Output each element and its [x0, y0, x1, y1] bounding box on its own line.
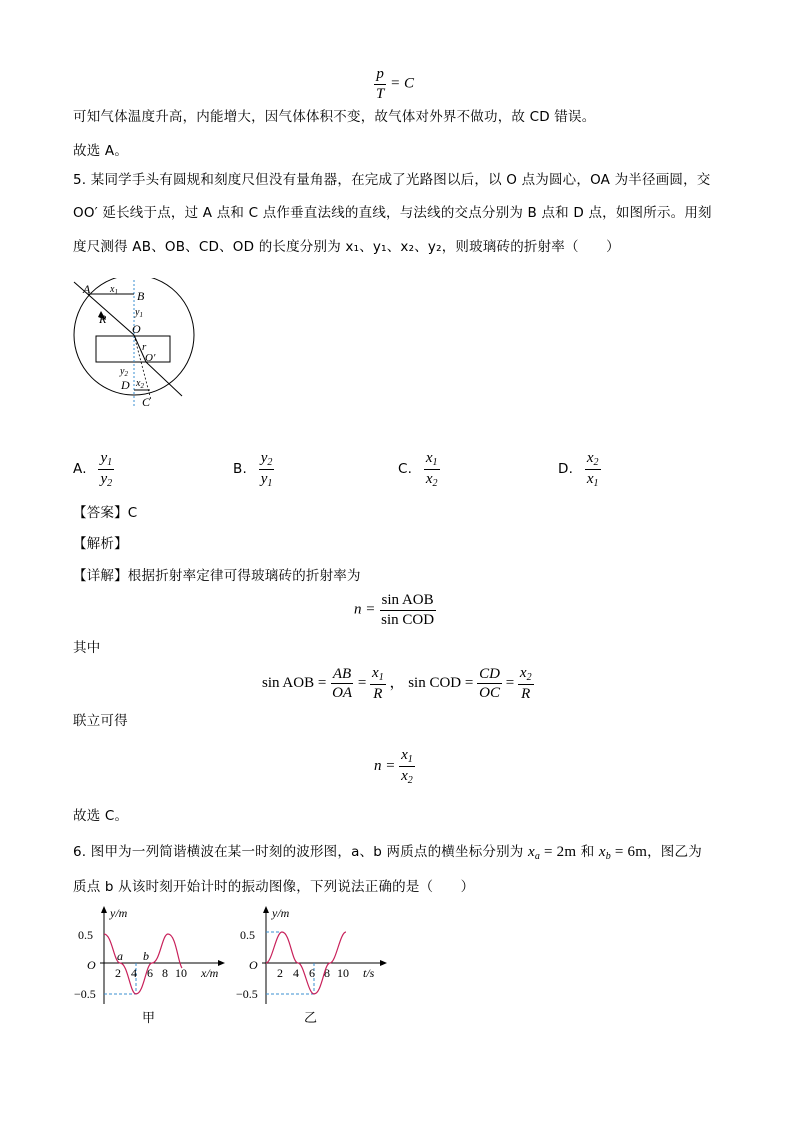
jia-x-label: x/m — [201, 966, 219, 980]
yi-caption: 乙 — [304, 1010, 318, 1025]
q5-analysis-heading: 【解析】 — [73, 536, 128, 552]
svg-text:8: 8 — [162, 966, 168, 980]
yi-y-label: y/m — [272, 906, 290, 920]
formula-p-over-t: $\frac{p}{T}$ = C — [376, 66, 414, 102]
svg-text:4: 4 — [131, 966, 137, 980]
jia-wave-curve — [104, 934, 182, 994]
option-c[interactable]: C. $\frac{x_1}{x_2}$ — [398, 450, 438, 489]
q5-detail: 【详解】根据折射率定律可得玻璃砖的折射率为 — [73, 568, 361, 584]
graph-jia — [70, 904, 230, 1029]
label-a: A — [83, 282, 91, 296]
equation-sines: sin AOB = $\frac{AB}{OA}$ = $\frac{x_1}{R}$ ， sin COD = $\frac{CD}{OC}$ = $\frac{x_2}{R}$ — [262, 665, 532, 702]
yi-xticks — [277, 966, 349, 980]
option-b[interactable]: B. $\frac{y_2}{y_1}$ — [233, 450, 273, 489]
label-c: C — [142, 395, 151, 409]
point-a-label: a — [117, 949, 123, 963]
label-y1: $y_1$ — [135, 307, 143, 319]
yi-ytick-pos: 0.5 — [240, 928, 255, 942]
svg-text:2: 2 — [115, 966, 121, 980]
label-o: O — [132, 322, 141, 336]
jia-origin: O — [87, 958, 96, 972]
svg-text:6: 6 — [147, 966, 153, 980]
q5-optics-diagram — [66, 278, 196, 413]
svg-text:8: 8 — [324, 966, 330, 980]
jia-caption: 甲 — [142, 1010, 156, 1025]
svg-text:10: 10 — [337, 966, 349, 980]
q5-answer: 【答案】C — [73, 505, 138, 521]
graph-yi — [232, 904, 392, 1029]
q5-among: 其中 — [73, 640, 101, 656]
equation-refractive-index: n = $\frac{\text{sin AOB}}{\text{sin COD}}$ — [354, 592, 435, 628]
gas-conclusion-line: 可知气体温度升高，内能增大，因气体体积不变，故气体对外界不做功，故 CD 错误。 — [73, 109, 596, 125]
label-r: R — [99, 312, 107, 326]
label-r-small: r — [142, 341, 147, 353]
jia-y-label: y/m — [110, 906, 128, 920]
svg-text:2: 2 — [277, 966, 283, 980]
option-a[interactable]: A. $\frac{y_1}{y_2}$ — [73, 450, 113, 489]
previous-answer: 故选 A。 — [73, 143, 129, 159]
q5-text-line3: 度尺测得 AB、OB、CD、OD 的长度分别为 x₁、y₁、x₂、y₂，则玻璃砖的折射率（ ） — [73, 239, 620, 255]
jia-ytick-pos: 0.5 — [78, 928, 93, 942]
formula-rhs: = C — [390, 75, 414, 92]
yi-x-label: t/s — [363, 966, 375, 980]
q5-combine: 联立可得 — [73, 713, 128, 729]
svg-text:10: 10 — [175, 966, 187, 980]
jia-ytick-neg: −0.5 — [74, 987, 96, 1001]
label-b: B — [137, 289, 145, 303]
q5-text-line2: OO′ 延长线于点，过 A 点和 C 点作垂直法线的直线，与法线的交点分别为 B 点和 D 点，如图所示。用刻 — [73, 205, 712, 221]
q5-text-line1: 5. 某同学手头有圆规和刻度尺但没有量角器，在完成了光路图以后，以 O 点为圆心，OA 为半径画圆，交 — [73, 172, 711, 188]
label-y2: $y_2$ — [120, 366, 128, 378]
label-x2: $x_2$ — [136, 378, 144, 390]
label-x1: $x_1$ — [110, 284, 118, 296]
label-o-prime: O′ — [145, 352, 156, 364]
equation-result: n = $\frac{x_1}{x_2}$ — [374, 747, 413, 786]
q6-text-line2: 质点 b 从该时刻开始计时的振动图像，下列说法正确的是（ ） — [73, 879, 475, 895]
svg-text:4: 4 — [293, 966, 299, 980]
option-d[interactable]: D. $\frac{x_2}{x_1}$ — [558, 450, 599, 489]
label-d: D — [121, 378, 130, 392]
svg-text:6: 6 — [309, 966, 315, 980]
q5-final: 故选 C。 — [73, 808, 129, 824]
yi-origin: O — [249, 958, 258, 972]
glass-brick — [96, 336, 170, 362]
q6-text-line1: 6. 图甲为一列简谐横波在某一时刻的波形图，a、b 两质点的横坐标分别为 $x_a = 2m$ 和 $x_b = 6m$，图乙为 — [73, 844, 702, 862]
point-b-label: b — [143, 949, 149, 963]
yi-ytick-neg: −0.5 — [236, 987, 258, 1001]
emergent-ray — [146, 362, 182, 396]
